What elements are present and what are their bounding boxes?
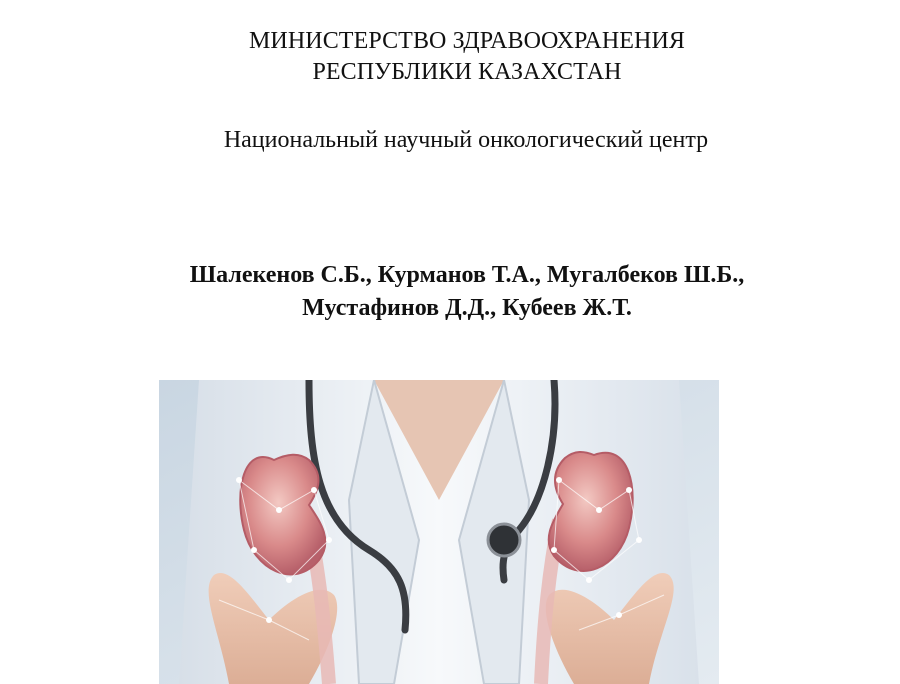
author-line-1: Шалекенов С.Б., Курманов Т.А., Мугалбеков Ш.Б., [189,262,745,288]
institution-name: Национальный научный онкологический центр [223,127,709,153]
author-line-2: Мустафинов Д.Д., Кубеев Ж.Т. [302,295,632,321]
ministry-line-2: РЕСПУБЛИКИ КАЗАХСТАН [312,59,622,85]
stethoscope-chestpiece [488,524,520,556]
doctor-kidneys-illustration [159,380,719,684]
ministry-line-1: МИНИСТЕРСТВО ЗДРАВООХРАНЕНИЯ [248,28,686,54]
author-list [0,259,900,325]
cover-illustration [159,380,719,684]
ministry-heading [0,26,900,88]
